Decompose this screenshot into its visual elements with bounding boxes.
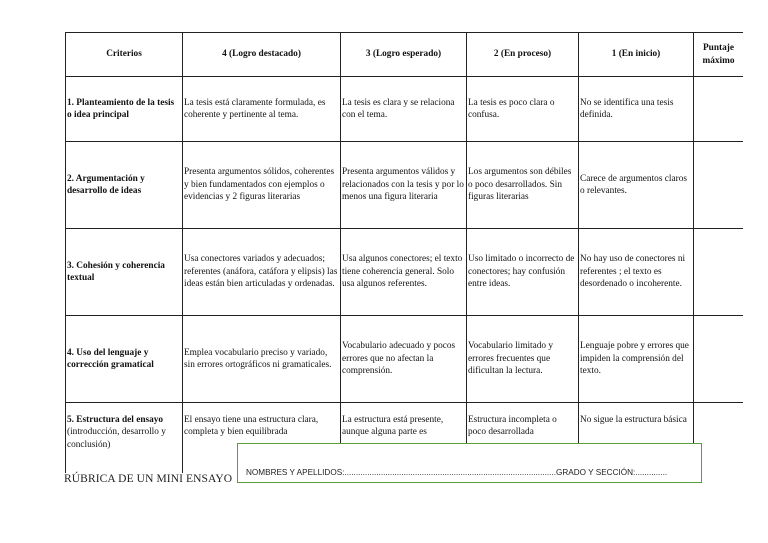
level-2-cell: La tesis es poco clara o confusa. [467, 77, 579, 142]
student-info-line: NOMBRES Y APELLIDOS:.............................................................................................GRADO Y SECCIÓN:.............. [246, 468, 668, 477]
rubric-table [65, 32, 743, 473]
criterion-cell [66, 229, 183, 316]
table-row [66, 229, 744, 316]
criterion-label: 3. Cohesión y coherencia textual [67, 260, 165, 283]
level-3-cell: Vocabulario adecuado y pocos errores que no afectan la comprensión. [341, 316, 467, 403]
level-1-cell: No se identifica una tesis definida. [579, 77, 694, 142]
table-row [66, 316, 744, 403]
level-4-cell: El ensayo tiene una estructura clara, completa y bien equilibrada [183, 403, 341, 474]
student-info-box[interactable] [237, 443, 702, 483]
level-2-cell: Uso limitado o incorrecto de conectores; hay confusión entre ideas. [467, 229, 579, 316]
header-level-2: 2 (En proceso) [467, 33, 579, 77]
level-3-cell: Usa algunos conectores; el texto tiene coherencia general. Solo usa algunos referentes. [341, 229, 467, 316]
criterion-label: 2. Argumentación y desarrollo de ideas [67, 173, 145, 196]
document-title: RÚBRICA DE UN MINI ENSAYO [64, 473, 233, 485]
level-2-cell: Estructura incompleta o poco desarrollada [467, 403, 579, 474]
level-1-cell: Lenguaje pobre y errores que impiden la comprensión del texto. [579, 316, 694, 403]
score-cell [694, 142, 744, 229]
level-3-cell: La tesis es clara y se relaciona con el tema. [341, 77, 467, 142]
criterion-cell [66, 403, 183, 474]
level-4-cell: Emplea vocabulario preciso y variado, sin errores ortográficos ni gramaticales. [183, 316, 341, 403]
criterion-cell [66, 316, 183, 403]
score-cell [694, 77, 744, 142]
header-level-4: 4 (Logro destacado) [183, 33, 341, 77]
score-cell [694, 316, 744, 403]
header-level-1: 1 (En inicio) [579, 33, 694, 77]
criterion-cell [66, 77, 183, 142]
header-level-3: 3 (Logro esperado) [341, 33, 467, 77]
table-row [66, 77, 744, 142]
level-4-cell: Usa conectores variados y adecuados; referentes (anáfora, catáfora y elipsis) las ideas están bien articuladas y ordenadas. [183, 229, 341, 316]
table-header-row [66, 33, 744, 77]
criterion-label: 1. Planteamiento de la tesis o idea principal [67, 97, 175, 120]
header-criteria: Criterios [66, 33, 183, 77]
level-1-cell: Carece de argumentos claros o relevantes. [579, 142, 694, 229]
criterion-label: 4. Uso del lenguaje y corrección gramatical [67, 347, 154, 370]
level-2-cell: Vocabulario limitado y errores frecuentes que dificultan la lectura. [467, 316, 579, 403]
level-4-cell: Presenta argumentos sólidos, coherentes y bien fundamentados con ejemplos o evidencias y 2 figuras literarias [183, 142, 341, 229]
level-2-cell: Los argumentos son débiles o poco desarrollados. Sin figuras literarias [467, 142, 579, 229]
level-3-cell: La estructura está presente, aunque alguna parte es [341, 403, 467, 474]
table-row [66, 142, 744, 229]
rubric-table-container [65, 32, 743, 473]
criterion-cell [66, 142, 183, 229]
header-max-score: Puntaje máximo [694, 33, 744, 77]
level-4-cell: La tesis está claramente formulada, es coherente y pertinente al tema. [183, 77, 341, 142]
level-1-cell: No sigue la estructura básica [579, 403, 694, 474]
level-3-cell: Presenta argumentos válidos y relacionados con la tesis y por lo menos una figura literaria [341, 142, 467, 229]
score-cell [694, 229, 744, 316]
criterion-label: 5. Estructura del ensayo [67, 415, 164, 425]
level-1-cell: No hay uso de conectores ni referentes ; el texto es desordenado o incoherente. [579, 229, 694, 316]
criterion-note: (introducción, desarrollo y conclusión) [67, 427, 166, 450]
